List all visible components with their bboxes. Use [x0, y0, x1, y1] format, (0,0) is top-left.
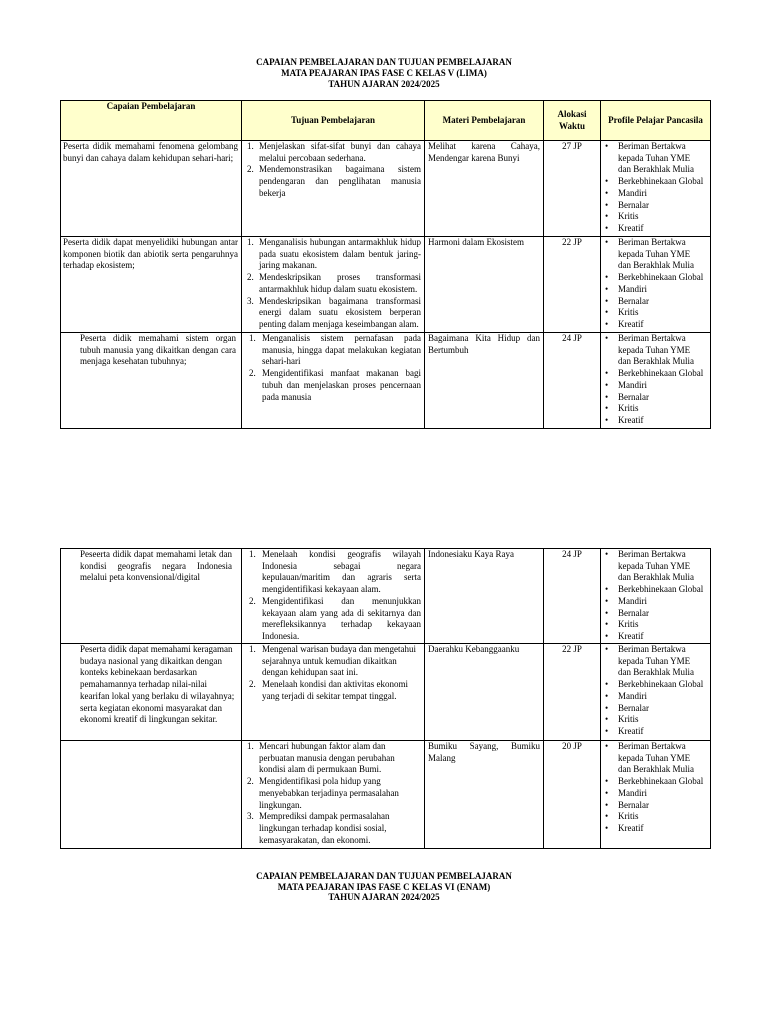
profil-text: • Kritis	[618, 619, 639, 630]
tujuan-item	[247, 296, 421, 331]
profil-item	[605, 608, 704, 620]
profil-text: • Beriman Bertakwa kepada Tuhan YME dan Berakhlak Mulia	[618, 333, 694, 367]
profil-text: • Kreatif	[618, 414, 644, 425]
table-row	[61, 141, 711, 237]
profil-item	[605, 703, 704, 715]
profil-text: • Mandiri	[618, 595, 647, 606]
profil-text: • Bernalar	[618, 391, 649, 402]
table-row	[61, 333, 711, 429]
tujuan-text: Memprediksi dampak permasalahan lingkungan terhadap kondisi sosial, kemasyarakatan, dan ekonomi.	[259, 811, 390, 845]
tujuan-item	[247, 811, 421, 846]
profil-text: • Kreatif	[618, 630, 644, 641]
tujuan-item	[247, 776, 421, 811]
profil-item	[605, 368, 704, 380]
alokasi-cell: 22 JP	[544, 644, 601, 741]
profil-text: • Kritis	[618, 811, 639, 822]
tujuan-text: Mendeskripsikan proses transformasi antarmakhluk hidup dalam suatu ekosistem.	[259, 272, 421, 294]
tujuan-item	[247, 741, 421, 776]
profil-text: • Mandiri	[618, 787, 647, 798]
tujuan-item	[247, 141, 421, 164]
tujuan-item	[249, 679, 421, 702]
table-row	[61, 237, 711, 333]
profil-item	[605, 415, 704, 427]
profil-list	[605, 644, 704, 738]
profil-item	[605, 741, 704, 776]
profil-item	[605, 392, 704, 404]
header-profil: Profile Pelajar Pancasila	[601, 101, 711, 141]
profil-list	[605, 237, 704, 331]
profil-list	[605, 333, 704, 427]
profil-item	[605, 714, 704, 726]
title-line-1: CAPAIAN PEMBELAJARAN DAN TUJUAN PEMBELAJARAN	[256, 871, 512, 881]
tujuan-text: Mencari hubungan faktor alam dan perbuatan manusia dengan perubahan kondisi alam di permukaan Bumi.	[259, 741, 395, 775]
profil-text: • Mandiri	[618, 187, 647, 198]
profil-cell	[601, 644, 711, 741]
tujuan-text: Menelaah kondisi geografis wilayah Indonesia sebagai negara kepulauan/maritim dan agraris serta mengidentifikasi kekayaan alam.	[262, 549, 421, 595]
tujuan-list	[249, 333, 421, 403]
alokasi-cell: 20 JP	[544, 741, 601, 849]
tujuan-text: Menjelaskan sifat-sifat bunyi dan cahaya melalui percobaan sederhana.	[259, 141, 421, 163]
profil-text: • Berkebhinekaan Global	[618, 776, 704, 787]
document-title-kelas-vi	[0, 871, 768, 903]
tujuan-list	[249, 644, 421, 703]
profil-text: • Kreatif	[618, 318, 644, 329]
tujuan-list	[249, 549, 421, 643]
alokasi-cell: 27 JP	[544, 141, 601, 237]
profil-item	[605, 319, 704, 331]
materi-cell: Bagaimana Kita Hidup dan Bertumbuh	[425, 333, 544, 429]
profil-text: • Beriman Bertakwa kepada Tuhan YME dan Berakhlak Mulia	[618, 644, 694, 678]
tujuan-text: Mengidentifikasi pola hidup yang menyebabkan terjadinya permasalahan lingkungan.	[259, 776, 399, 810]
profil-item	[605, 200, 704, 212]
profil-text: • Mandiri	[618, 379, 647, 390]
tujuan-item	[249, 549, 421, 596]
profil-item	[605, 284, 704, 296]
tujuan-cell	[242, 141, 425, 237]
profil-item	[605, 223, 704, 235]
header-materi: Materi Pembelajaran	[425, 101, 544, 141]
profil-item	[605, 823, 704, 835]
profil-item	[605, 584, 704, 596]
profil-text: • Bernalar	[618, 295, 649, 306]
capaian-cell: Peseerta didik dapat memahami letak dan kondisi geografis negara Indonesia melalui peta konvensional/digital	[61, 549, 242, 644]
profil-text: • Beriman Bertakwa kepada Tuhan YME dan Berakhlak Mulia	[618, 549, 694, 583]
profil-item	[605, 272, 704, 284]
profil-text: • Bernalar	[618, 702, 649, 713]
profil-text: • Bernalar	[618, 199, 649, 210]
tujuan-text: Menganalisis sistem pernafasan pada manusia, hingga dapat melakukan kegiatan sehari-hari	[262, 333, 421, 367]
title-line-1: CAPAIAN PEMBELAJARAN DAN TUJUAN PEMBELAJARAN	[256, 57, 512, 67]
materi-cell: Daerahku Kebanggaanku	[425, 644, 544, 741]
profil-text: • Bernalar	[618, 799, 649, 810]
profil-item	[605, 811, 704, 823]
tujuan-list	[247, 741, 421, 846]
profil-text: • Berkebhinekaan Global	[618, 368, 704, 379]
profil-text: • Kreatif	[618, 725, 644, 736]
tujuan-list	[247, 237, 421, 331]
tujuan-item	[249, 644, 421, 679]
alokasi-cell: 22 JP	[544, 237, 601, 333]
tujuan-text: Mengidentifikasi manfaat makanan bagi tubuh dan menjelaskan proses pencernaan pada manusia	[262, 368, 421, 402]
profil-cell	[601, 549, 711, 644]
tujuan-cell	[242, 741, 425, 849]
alokasi-cell: 24 JP	[544, 549, 601, 644]
table-header-row	[61, 101, 711, 141]
profil-text: • Kreatif	[618, 222, 644, 233]
profil-item	[605, 141, 704, 176]
header-tujuan: Tujuan Pembelajaran	[242, 101, 425, 141]
profil-item	[605, 403, 704, 415]
title-line-2: MATA PEAJARAN IPAS FASE C KELAS V (LIMA)	[281, 68, 487, 78]
capaian-cell	[61, 741, 242, 849]
tujuan-list	[247, 141, 421, 200]
profil-item	[605, 176, 704, 188]
materi-cell: Indonesiaku Kaya Raya	[425, 549, 544, 644]
profil-item	[605, 619, 704, 631]
tujuan-text: Mengidentifikasi dan menunjukkan kekayaan alam yang ada di sekitarnya dan merefleksikannya terhadap kekayaan Indonesia.	[262, 595, 421, 641]
profil-cell	[601, 333, 711, 429]
profil-text: • Berkebhinekaan Global	[618, 272, 704, 283]
profil-text: • Beriman Bertakwa kepada Tuhan YME dan Berakhlak Mulia	[618, 237, 694, 271]
profil-text: • Bernalar	[618, 607, 649, 618]
title-line-3: TAHUN AJARAN 2024/2025	[328, 79, 440, 89]
profil-item	[605, 237, 704, 272]
tujuan-cell	[242, 333, 425, 429]
profil-item	[605, 380, 704, 392]
tujuan-item	[249, 368, 421, 403]
materi-cell: Melihat karena Cahaya, Mendengar karena Bunyi	[425, 141, 544, 237]
profil-text: • Kritis	[618, 211, 639, 222]
profil-item	[605, 188, 704, 200]
capaian-cell: Peserta didik memahami sistem organ tubuh manusia yang dikaitkan dengan cara menjaga kesehatan tubuhnya;	[61, 333, 242, 429]
profil-item	[605, 726, 704, 738]
profil-item	[605, 800, 704, 812]
tujuan-cell	[242, 549, 425, 644]
profil-list	[605, 141, 704, 235]
alokasi-cell: 24 JP	[544, 333, 601, 429]
profil-item	[605, 307, 704, 319]
profil-list	[605, 741, 704, 835]
profil-text: • Kritis	[618, 714, 639, 725]
capaian-cell: Peserta didik memahami fenomena gelombang bunyi dan cahaya dalam kehidupan sehari-hari;	[61, 141, 242, 237]
profil-cell	[601, 237, 711, 333]
materi-cell: Bumiku Sayang, Bumiku Malang	[425, 741, 544, 849]
profil-text: • Beriman Bertakwa kepada Tuhan YME dan Berakhlak Mulia	[618, 141, 694, 175]
profil-item	[605, 776, 704, 788]
profil-text: • Kritis	[618, 307, 639, 318]
capaian-cell: Peserta didik dapat memahami keragaman budaya nasional yang dikaitkan dengan konteks kebinekaan berdasarkan pemahamannya terhadap nilai-nilai kearifan lokal yang berlaku di wilayahnya; serta kegiatan ekonomi masyarakat dan ekonomi kreatif di lingkungan sekitar.	[61, 644, 242, 741]
profil-text: • Kreatif	[618, 822, 644, 833]
tujuan-item	[249, 596, 421, 643]
learning-outcomes-table-continued	[60, 548, 711, 849]
profil-cell	[601, 141, 711, 237]
tujuan-text: Menelaah kondisi dan aktivitas ekonomi yang terjadi di sekitar tempat tinggal.	[262, 679, 408, 701]
profil-text: • Kritis	[618, 403, 639, 414]
header-alokasi: Alokasi Waktu	[544, 101, 601, 141]
tujuan-text: Mendeskripsikan bagaimana transformasi energi dalam suatu ekosistem berperan penting dalam menjaga keseimbangan alam.	[259, 295, 421, 329]
profil-text: • Berkebhinekaan Global	[618, 679, 704, 690]
profil-item	[605, 549, 704, 584]
profil-item	[605, 296, 704, 308]
profil-item	[605, 644, 704, 679]
tujuan-text: Menganalisis hubungan antarmakhluk hidup pada suatu ekosistem dalam bentuk jaring-jaring makanan.	[259, 237, 421, 271]
table-row	[61, 644, 711, 741]
header-capaian: Capaian Pembelajaran	[61, 101, 242, 141]
profil-text: • Berkebhinekaan Global	[618, 584, 704, 595]
profil-item	[605, 333, 704, 368]
tujuan-item	[247, 237, 421, 272]
learning-outcomes-table	[60, 100, 711, 429]
profil-text: • Mandiri	[618, 283, 647, 294]
tujuan-item	[247, 272, 421, 295]
profil-text: • Beriman Bertakwa kepada Tuhan YME dan Berakhlak Mulia	[618, 741, 694, 775]
profil-list	[605, 549, 704, 643]
profil-item	[605, 679, 704, 691]
profil-cell	[601, 741, 711, 849]
profil-text: • Berkebhinekaan Global	[618, 176, 704, 187]
table-row	[61, 741, 711, 849]
title-line-2: MATA PEAJARAN IPAS FASE C KELAS VI (ENAM)	[277, 881, 491, 892]
profil-item	[605, 631, 704, 643]
tujuan-cell	[242, 237, 425, 333]
profil-item	[605, 211, 704, 223]
profil-item	[605, 596, 704, 608]
capaian-cell: Peserta didik dapat menyelidiki hubungan antar komponen biotik dan abiotik serta pengaruhnya terhadap ekosistem;	[61, 237, 242, 333]
profil-item	[605, 691, 704, 703]
tujuan-text: Mendemonstrasikan bagaimana sistem pendengaran dan penglihatan manusia bekerja	[259, 164, 421, 198]
document-title-kelas-v	[0, 57, 768, 90]
title-line-3: TAHUN AJARAN 2024/2025	[328, 892, 440, 903]
table-row	[61, 549, 711, 644]
tujuan-item	[249, 333, 421, 368]
profil-item	[605, 788, 704, 800]
tujuan-item	[247, 164, 421, 199]
materi-cell: Harmoni dalam Ekosistem	[425, 237, 544, 333]
tujuan-cell	[242, 644, 425, 741]
profil-text: • Mandiri	[618, 690, 647, 701]
tujuan-text: Mengenal warisan budaya dan mengetahui sejarahnya untuk kemudian dikaitkan dengan kehidupan saat ini.	[262, 644, 416, 678]
